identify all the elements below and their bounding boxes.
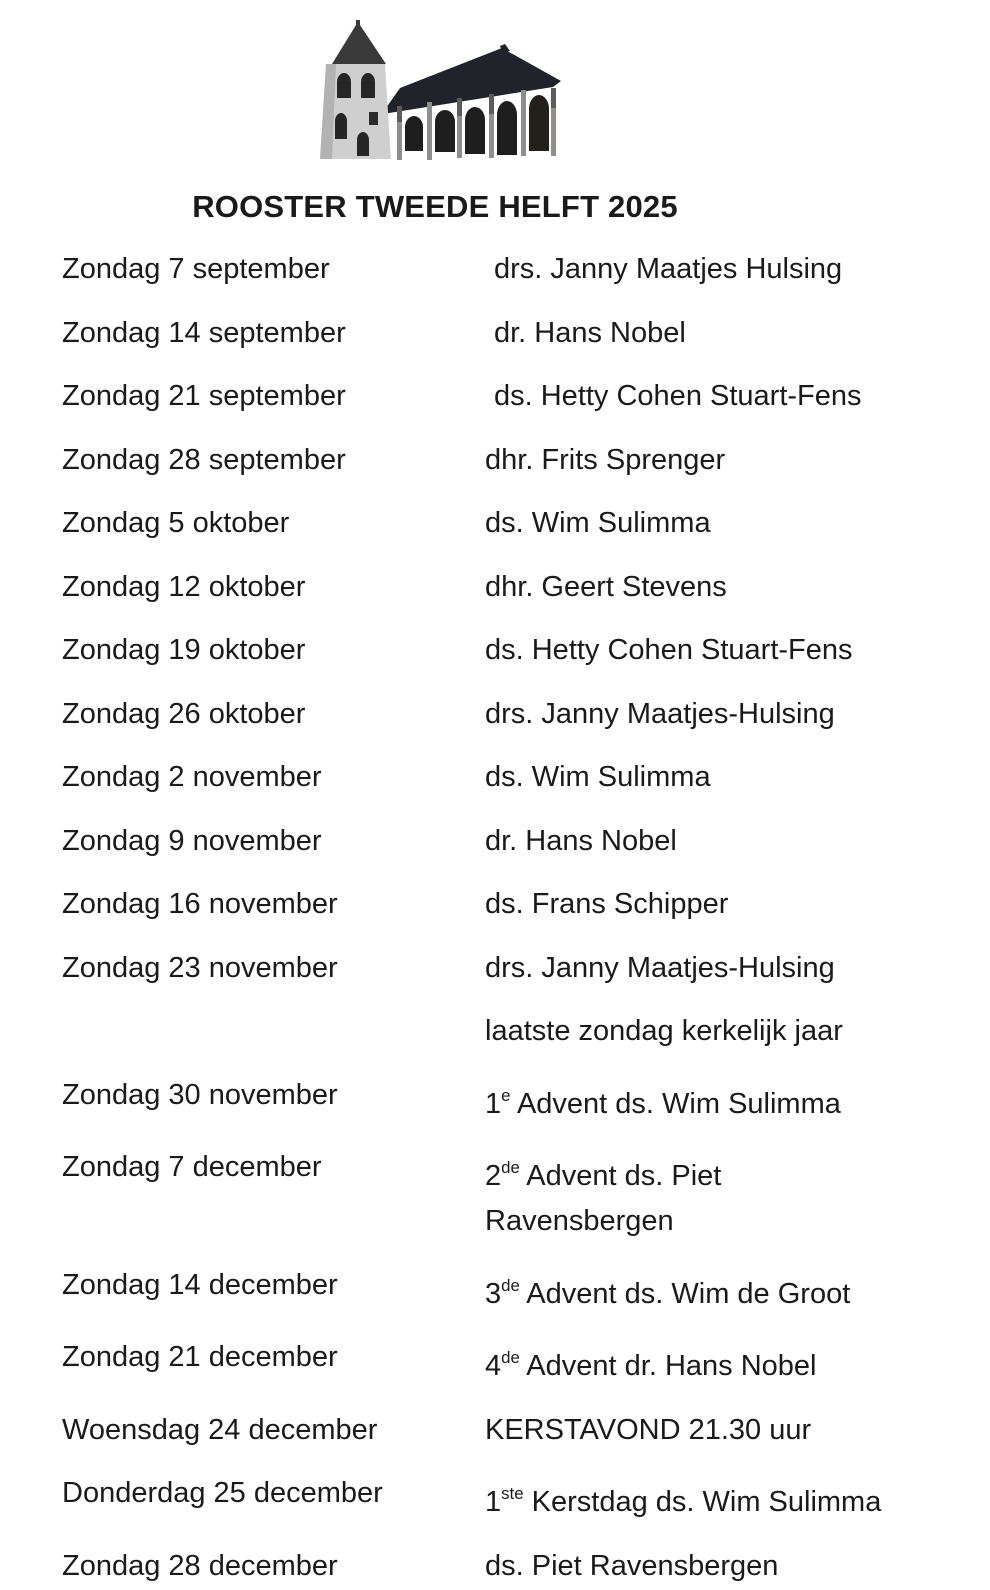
date-cell: Donderdag 25 december xyxy=(62,1477,383,1510)
schedule-row xyxy=(62,374,990,419)
minister-cell xyxy=(485,1009,990,1054)
minister-cell xyxy=(485,1073,990,1127)
minister-line: ds. Piet Ravensbergen xyxy=(485,1550,779,1583)
minister-line: drs. Janny Maatjes-Hulsing xyxy=(485,697,835,730)
schedule-row xyxy=(62,1471,990,1525)
schedule-row xyxy=(62,311,990,356)
document-header xyxy=(0,0,870,227)
date-cell: Zondag 28 september xyxy=(62,443,346,476)
minister-cell xyxy=(485,819,990,864)
minister-cell xyxy=(485,374,990,419)
minister-line: ds. Hetty Cohen Stuart-Fens xyxy=(485,634,853,666)
church-icon xyxy=(0,0,870,168)
date-cell: Zondag 16 november xyxy=(62,888,338,920)
minister-line: KERSTAVOND 21.30 uur xyxy=(485,1413,812,1446)
date-cell: Zondag 14 september xyxy=(62,316,346,349)
date-cell: Zondag 21 december xyxy=(62,1341,338,1374)
date-cell: Woensdag 24 december xyxy=(62,1413,378,1446)
date-cell: Zondag 7 september xyxy=(62,253,330,285)
schedule-row xyxy=(62,565,990,610)
schedule-row xyxy=(62,882,990,927)
date-cell: Zondag 7 december xyxy=(62,1151,322,1184)
minister-line: dhr. Geert Stevens xyxy=(485,570,727,603)
schedule-row xyxy=(62,1408,990,1453)
minister-cell xyxy=(485,311,990,356)
page-title: ROOSTER TWEEDE HELFT 2025 xyxy=(192,189,678,224)
minister-cell xyxy=(485,438,990,483)
minister-cell xyxy=(485,1335,990,1389)
date-cell: Zondag 9 november xyxy=(62,824,322,857)
date-cell: Zondag 12 oktober xyxy=(62,570,306,603)
schedule-row xyxy=(62,1335,990,1389)
minister-line: 2de Advent ds. Piet xyxy=(485,1158,722,1193)
schedule-row xyxy=(62,946,990,991)
schedule-row xyxy=(62,1263,990,1317)
minister-line: 4de Advent dr. Hans Nobel xyxy=(485,1348,817,1383)
schedule-row xyxy=(62,1145,990,1244)
schedule-row xyxy=(62,692,990,737)
minister-cell xyxy=(485,755,990,800)
schedule-row xyxy=(62,1009,990,1054)
date-cell: Zondag 26 oktober xyxy=(62,697,306,730)
minister-line: 1ste Kerstdag ds. Wim Sulimma xyxy=(485,1484,882,1519)
minister-cell xyxy=(485,882,990,927)
date-cell xyxy=(62,1009,485,1054)
minister-cell xyxy=(485,1408,990,1453)
minister-cell xyxy=(485,1471,990,1525)
minister-line: laatste zondag kerkelijk jaar xyxy=(485,1015,843,1047)
date-cell: Zondag 19 oktober xyxy=(62,634,306,666)
minister-cell xyxy=(485,1145,990,1244)
date-cell: Zondag 30 november xyxy=(62,1078,338,1111)
schedule-row xyxy=(62,501,990,546)
schedule-row xyxy=(62,755,990,800)
minister-line: 1e Advent ds. Wim Sulimma xyxy=(485,1085,841,1120)
schedule-row xyxy=(62,1073,990,1127)
date-cell: Zondag 2 november xyxy=(62,761,322,793)
minister-cell xyxy=(485,565,990,610)
minister-line: ds. Wim Sulimma xyxy=(485,761,711,793)
minister-line: dhr. Frits Sprenger xyxy=(485,443,726,476)
minister-line: dr. Hans Nobel xyxy=(494,316,686,349)
schedule-row xyxy=(62,628,990,673)
minister-cell xyxy=(485,692,990,737)
schedule-row xyxy=(62,247,990,292)
minister-cell xyxy=(485,1263,990,1317)
minister-line: ds. Wim Sulimma xyxy=(485,507,711,539)
minister-line: Ravensbergen xyxy=(485,1205,674,1238)
schedule xyxy=(62,247,990,1589)
schedule-row xyxy=(62,438,990,483)
date-cell: Zondag 14 december xyxy=(62,1268,338,1301)
minister-cell xyxy=(485,247,990,292)
minister-line: ds. Hetty Cohen Stuart-Fens xyxy=(494,380,862,412)
minister-cell xyxy=(485,1544,990,1589)
schedule-row xyxy=(62,1544,990,1589)
minister-line: drs. Janny Maatjes-Hulsing xyxy=(485,951,835,984)
minister-line: 3de Advent ds. Wim de Groot xyxy=(485,1275,851,1310)
minister-cell xyxy=(485,946,990,991)
minister-line: ds. Frans Schipper xyxy=(485,888,729,920)
date-cell: Zondag 23 november xyxy=(62,951,338,984)
minister-cell xyxy=(485,628,990,673)
date-cell: Zondag 21 september xyxy=(62,380,346,412)
minister-line: dr. Hans Nobel xyxy=(485,824,677,857)
schedule-row xyxy=(62,819,990,864)
minister-cell xyxy=(485,501,990,546)
date-cell: Zondag 5 oktober xyxy=(62,507,290,539)
minister-line: drs. Janny Maatjes Hulsing xyxy=(494,253,843,285)
date-cell: Zondag 28 december xyxy=(62,1550,338,1583)
